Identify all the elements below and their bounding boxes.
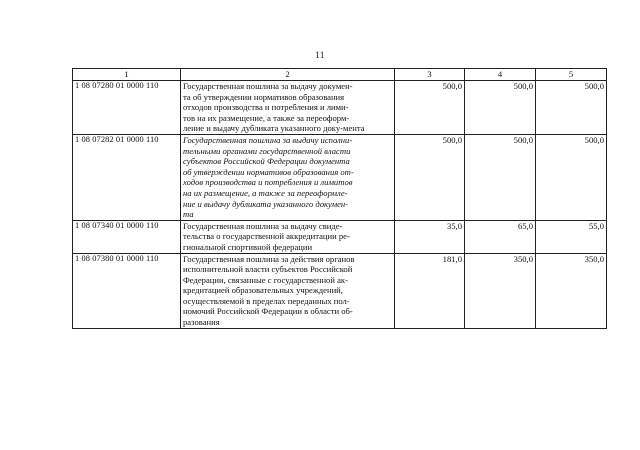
budget-code: 1 08 07280 01 0000 110	[73, 81, 181, 135]
value-col-4: 65,0	[465, 220, 536, 253]
description-line: исполнительной власти субъектов Российской	[183, 264, 353, 275]
value-col-5: 500,0	[536, 81, 607, 135]
description-line: Государственная пошлина за выдачу исполни-	[183, 134, 353, 145]
description-line: об утверждении нормативов образования от-	[183, 166, 354, 177]
revenue-description	[181, 81, 395, 135]
description-line: гиональной спортивной федерации	[183, 241, 313, 252]
description-line: осуществляемой в пределах переданных пол-	[183, 295, 350, 306]
description-line: отходов производства и потребления и лими-	[183, 102, 349, 113]
table-row	[73, 253, 607, 328]
description-line: ние и выдачу дубликата указанного докумен-	[183, 198, 349, 209]
value-col-4: 500,0	[465, 134, 536, 220]
table-row	[73, 220, 607, 253]
description-line: тельными органами государственной власти	[183, 145, 351, 156]
description-line: ление и выдачу дубликата указанного доку-мента	[183, 123, 365, 134]
description-line: на их размещение, а также за переоформле-	[183, 187, 348, 198]
value-col-3: 35,0	[395, 220, 465, 253]
description-line: тов на их размещение, а также за переоформ-	[183, 112, 350, 123]
value-col-5: 500,0	[536, 134, 607, 220]
description-line: номочий Российской Федерации в области об-	[183, 306, 353, 317]
description-line: кредитацией образовательных учреждений,	[183, 285, 343, 296]
value-col-5: 55,0	[536, 220, 607, 253]
description-line: разования	[183, 317, 220, 328]
description-line: ходов производства и потребления и лимитов	[183, 177, 353, 188]
value-col-4: 350,0	[465, 253, 536, 328]
description-line: Федерации, связанные с государственной ак-	[183, 274, 348, 285]
revenue-description	[181, 220, 395, 253]
description-line: Государственная пошлина за выдачу свиде-	[183, 220, 343, 231]
page-number: 11	[315, 50, 325, 60]
description-line: тельства о государственной аккредитации ре-	[183, 231, 350, 242]
value-col-3: 500,0	[395, 134, 465, 220]
value-col-3: 500,0	[395, 81, 465, 135]
column-header-3: 3	[395, 69, 465, 81]
revenue-table	[72, 68, 607, 329]
value-col-4: 500,0	[465, 81, 536, 135]
table-row	[73, 134, 607, 220]
column-header-5: 5	[536, 69, 607, 81]
description-line: Государственная пошлина за выдачу докумен-	[183, 81, 353, 91]
table-row	[73, 81, 607, 135]
column-header-4: 4	[465, 69, 536, 81]
description-line: субъектов Российской Федерации документа	[183, 156, 350, 167]
description-line: та об утверждении нормативов образования	[183, 91, 345, 102]
revenue-description	[181, 134, 395, 220]
column-header-1: 1	[73, 69, 181, 81]
column-header-2: 2	[181, 69, 395, 81]
description-line: Государственная пошлина за действия органов	[183, 253, 355, 264]
budget-code: 1 08 07380 01 0000 110	[73, 253, 181, 328]
value-col-3: 181,0	[395, 253, 465, 328]
description-line: та	[183, 209, 194, 220]
budget-code: 1 08 07282 01 0000 110	[73, 134, 181, 220]
value-col-5: 350,0	[536, 253, 607, 328]
column-number-row	[73, 69, 607, 81]
revenue-description	[181, 253, 395, 328]
budget-code: 1 08 07340 01 0000 110	[73, 220, 181, 253]
